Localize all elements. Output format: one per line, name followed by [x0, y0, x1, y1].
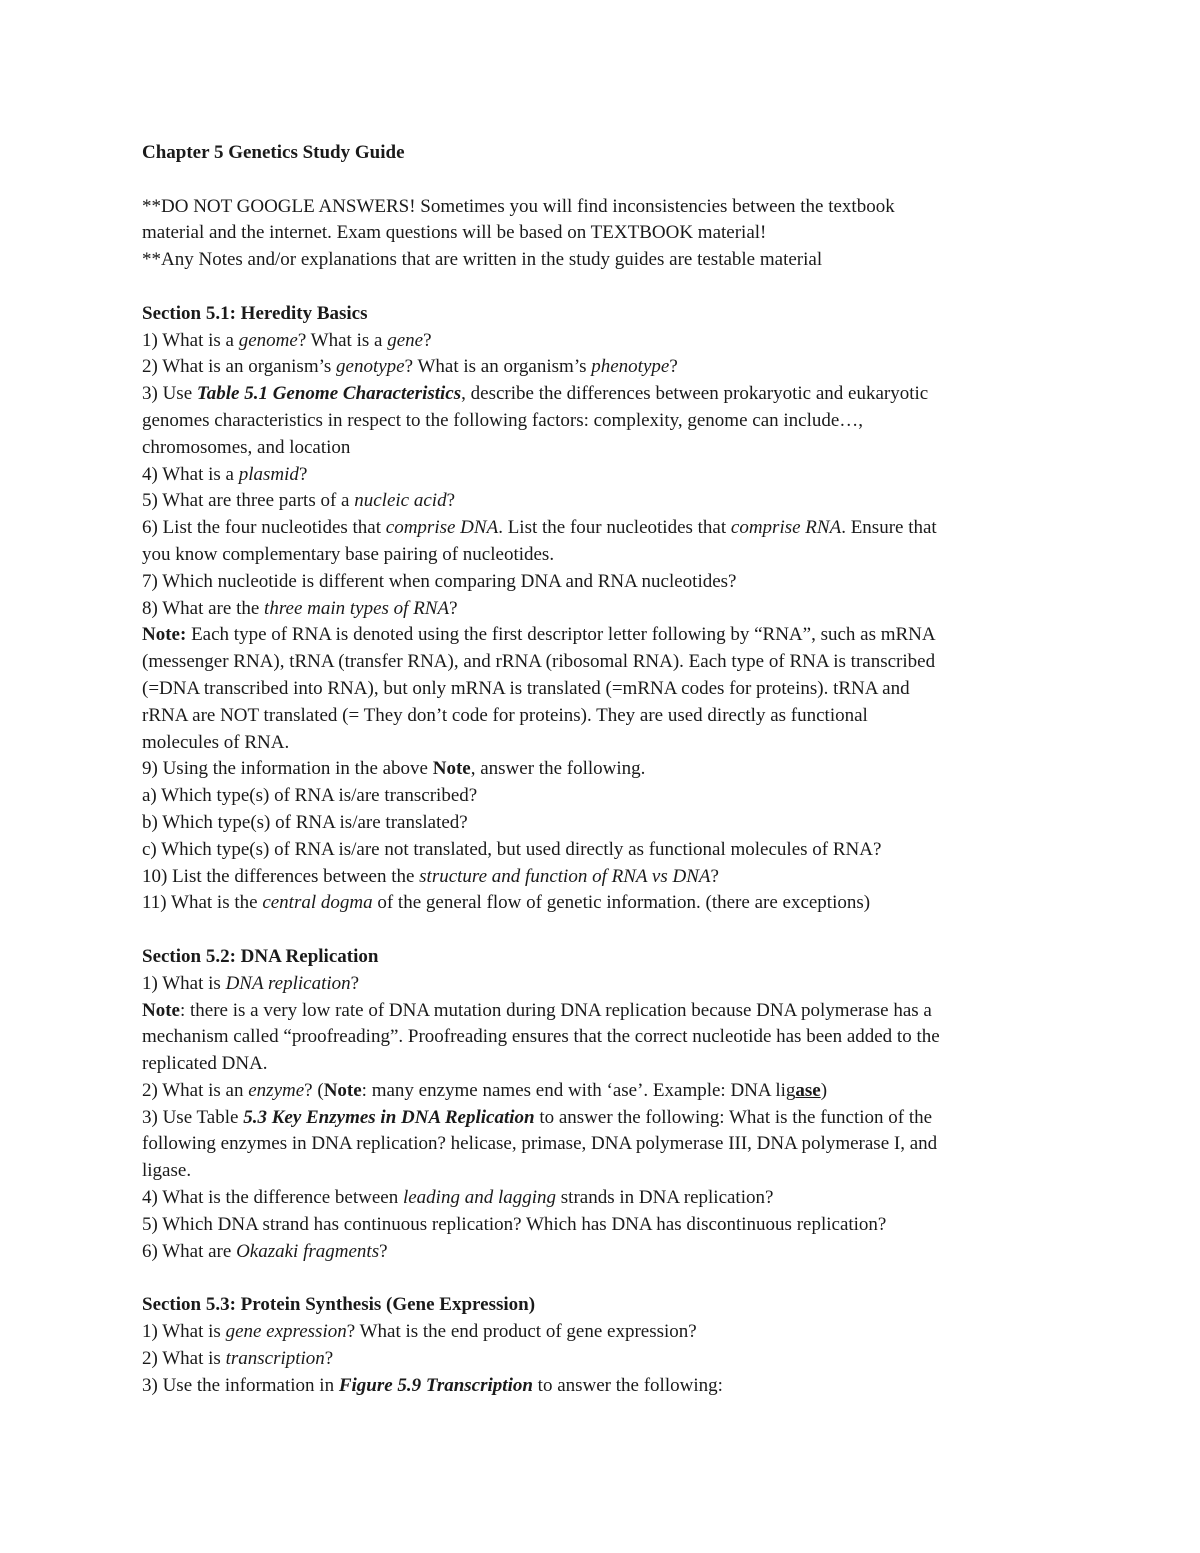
question-line — [142, 1078, 1062, 1105]
question-line — [142, 1239, 1062, 1266]
text-run: ? What is the end product of gene expression? — [346, 1321, 697, 1343]
text-run: ) — [820, 1079, 828, 1101]
text-run: 2) What is — [142, 1347, 226, 1369]
text-run: 6) List the four nucleotides that — [142, 517, 386, 539]
text-run: 2) What is an organism’s — [142, 356, 337, 378]
section-heading: Section 5.2: DNA Replication — [142, 945, 379, 967]
question-line — [142, 730, 1062, 757]
question-line — [142, 783, 1062, 810]
text-run: 5) Which DNA strand has continuous replication? Which has DNA has discontinuous replication? — [142, 1213, 887, 1235]
text-run: 4) What is the difference between — [142, 1187, 403, 1209]
emphasis-text: DNA replication — [225, 972, 351, 994]
text-run: 5) What are three parts of a — [142, 490, 355, 512]
emphasis-text: genotype — [336, 356, 405, 378]
text-run: 7) Which nucleotide is different when comparing DNA and RNA nucleotides? — [142, 570, 737, 592]
text-run: 3) Use the information in — [142, 1374, 339, 1396]
question-line — [142, 1051, 1062, 1078]
intro-line: **DO NOT GOOGLE ANSWERS! Sometimes you will find inconsistencies between the textbook — [142, 195, 895, 217]
emphasis-text: structure and function of RNA vs DNA — [419, 865, 711, 887]
question-line — [142, 1319, 1062, 1346]
question-line — [142, 408, 1062, 435]
text-run: to answer the following: What is the function of the — [534, 1106, 933, 1128]
text-run: 10) List the differences between the — [142, 865, 420, 887]
emphasis-text: plasmid — [238, 463, 299, 485]
emphasis-text: 5.3 Key Enzymes in DNA Replication — [243, 1106, 535, 1128]
question-line — [142, 864, 1062, 891]
text-run: 1) What is — [142, 972, 226, 994]
question-line — [142, 1185, 1062, 1212]
text-run: 2) What is an — [142, 1079, 249, 1101]
question-line — [142, 569, 1062, 596]
question-line — [142, 649, 1062, 676]
emphasis-text: Table 5.1 Genome Characteristics — [196, 383, 462, 405]
emphasis-text: Note — [432, 758, 471, 780]
text-run: 4) What is a — [142, 463, 239, 485]
text-run: (=DNA transcribed into RNA), but only mRNA is translated (=mRNA codes for proteins). tRNA and — [142, 677, 910, 699]
text-run: molecules of RNA. — [142, 731, 290, 753]
section-heading: Section 5.3: Protein Synthesis (Gene Expression) — [142, 1294, 536, 1316]
text-run: 1) What is a — [142, 329, 239, 351]
text-run: . List the four nucleotides that — [498, 517, 731, 539]
text-run: strands in DNA replication? — [556, 1187, 774, 1209]
emphasis-text: Figure 5.9 Transcription — [338, 1374, 533, 1396]
sections-container — [142, 274, 1062, 1399]
document-title: Chapter 5 Genetics Study Guide — [142, 142, 405, 163]
text-run: to answer the following: — [532, 1374, 723, 1396]
emphasis-text: Note — [142, 999, 180, 1021]
question-line — [142, 890, 1062, 917]
text-run: ? — [350, 972, 360, 994]
spacer — [142, 167, 1062, 194]
question-line — [142, 676, 1062, 703]
question-line — [142, 998, 1062, 1025]
text-run: ? — [298, 463, 308, 485]
emphasis-text: central dogma — [262, 892, 373, 914]
text-run: ? — [379, 1240, 388, 1262]
question-line — [142, 381, 1062, 408]
text-run: : many enzyme names end with ‘ase’. Example: DNA lig — [361, 1079, 796, 1101]
emphasis-text: enzyme — [248, 1079, 305, 1101]
text-run: of the general flow of genetic information. (there are exceptions) — [372, 892, 871, 914]
text-run: genomes characteristics in respect to the following factors: complexity, genome can include…, — [142, 409, 864, 431]
emphasis-text: leading and lagging — [402, 1187, 557, 1209]
text-run: a) Which type(s) of RNA is/are transcribed? — [142, 785, 478, 807]
question-line — [142, 703, 1062, 730]
question-line — [142, 810, 1062, 837]
emphasis-text: Note — [323, 1079, 362, 1101]
text-run: 1) What is — [142, 1321, 226, 1343]
text-run: 3) Use — [142, 383, 197, 405]
text-run: mechanism called “proofreading”. Proofreading ensures that the correct nucleotide has been added to the — [142, 1026, 940, 1048]
emphasis-text: ase — [795, 1079, 821, 1101]
question-line — [142, 1373, 1062, 1400]
emphasis-text: nucleic acid — [354, 490, 447, 512]
emphasis-text: comprise DNA — [385, 517, 499, 539]
text-run: ? What is an organism’s — [404, 356, 592, 378]
intro-line: **Any Notes and/or explanations that are written in the study guides are testable material — [142, 249, 823, 271]
text-run: c) Which type(s) of RNA is/are not translated, but used directly as functional molecules of RNA? — [142, 838, 882, 860]
question-line — [142, 354, 1062, 381]
question-line — [142, 1024, 1062, 1051]
intro-line: material and the internet. Exam questions will be based on TEXTBOOK material! — [142, 222, 767, 244]
text-run: (messenger RNA), tRNA (transfer RNA), and rRNA (ribosomal RNA). Each type of RNA is transcribed — [142, 651, 936, 673]
text-run: ? — [446, 490, 456, 512]
text-run: ? — [669, 356, 678, 378]
text-run: 3) Use Table — [142, 1106, 244, 1128]
emphasis-text: gene — [387, 329, 424, 351]
question-line — [142, 542, 1062, 569]
emphasis-text: genome — [238, 329, 298, 351]
text-run: ? — [449, 597, 458, 619]
emphasis-text: transcription — [225, 1347, 325, 1369]
question-line — [142, 1158, 1062, 1185]
question-line — [142, 596, 1062, 623]
text-run: chromosomes, and location — [142, 436, 351, 458]
text-run: ? ( — [304, 1079, 324, 1101]
question-line — [142, 435, 1062, 462]
emphasis-text: Note: — [142, 624, 187, 646]
text-run: you know complementary base pairing of nucleotides. — [142, 543, 555, 565]
text-run: replicated DNA. — [142, 1053, 268, 1075]
text-run: ligase. — [142, 1160, 192, 1182]
question-line — [142, 1212, 1062, 1239]
question-line — [142, 837, 1062, 864]
question-line — [142, 756, 1062, 783]
text-run: following enzymes in DNA replication? helicase, primase, DNA polymerase III, DNA polymerase I, and — [142, 1133, 938, 1155]
text-run: . Ensure that — [841, 517, 937, 539]
question-line — [142, 328, 1062, 355]
study-guide-page — [142, 140, 1062, 1399]
text-run: 11) What is the — [142, 892, 263, 914]
text-run: , describe the differences between prokaryotic and eukaryotic — [461, 383, 929, 405]
text-run: b) Which type(s) of RNA is/are translated? — [142, 811, 468, 833]
spacer — [142, 1265, 1062, 1292]
text-run: ? What is a — [297, 329, 388, 351]
text-run: Each type of RNA is denoted using the first descriptor letter following by “RNA”, such as mRNA — [186, 624, 936, 646]
question-line — [142, 971, 1062, 998]
question-line — [142, 1131, 1062, 1158]
spacer — [142, 917, 1062, 944]
text-run: 9) Using the information in the above — [142, 758, 433, 780]
question-line — [142, 1346, 1062, 1373]
question-line — [142, 1105, 1062, 1132]
question-line — [142, 488, 1062, 515]
text-run: 8) What are the — [142, 597, 265, 619]
emphasis-text: Okazaki fragments — [236, 1240, 380, 1262]
text-run: ? — [710, 865, 719, 887]
text-run: ? — [324, 1347, 334, 1369]
text-run: 6) What are — [142, 1240, 237, 1262]
emphasis-text: phenotype — [591, 356, 670, 378]
emphasis-text: three main types of RNA — [264, 597, 450, 619]
section-heading: Section 5.1: Heredity Basics — [142, 302, 368, 324]
emphasis-text: gene expression — [225, 1321, 347, 1343]
text-run: ? — [423, 329, 432, 351]
text-run: , answer the following. — [470, 758, 646, 780]
question-line — [142, 515, 1062, 542]
text-run: rRNA are NOT translated (= They don’t code for proteins). They are used directly as functional — [142, 704, 868, 726]
spacer — [142, 274, 1062, 301]
emphasis-text: comprise RNA — [730, 517, 842, 539]
question-line — [142, 462, 1062, 489]
text-run: : there is a very low rate of DNA mutation during DNA replication because DNA polymerase has a — [179, 999, 932, 1021]
question-line — [142, 622, 1062, 649]
